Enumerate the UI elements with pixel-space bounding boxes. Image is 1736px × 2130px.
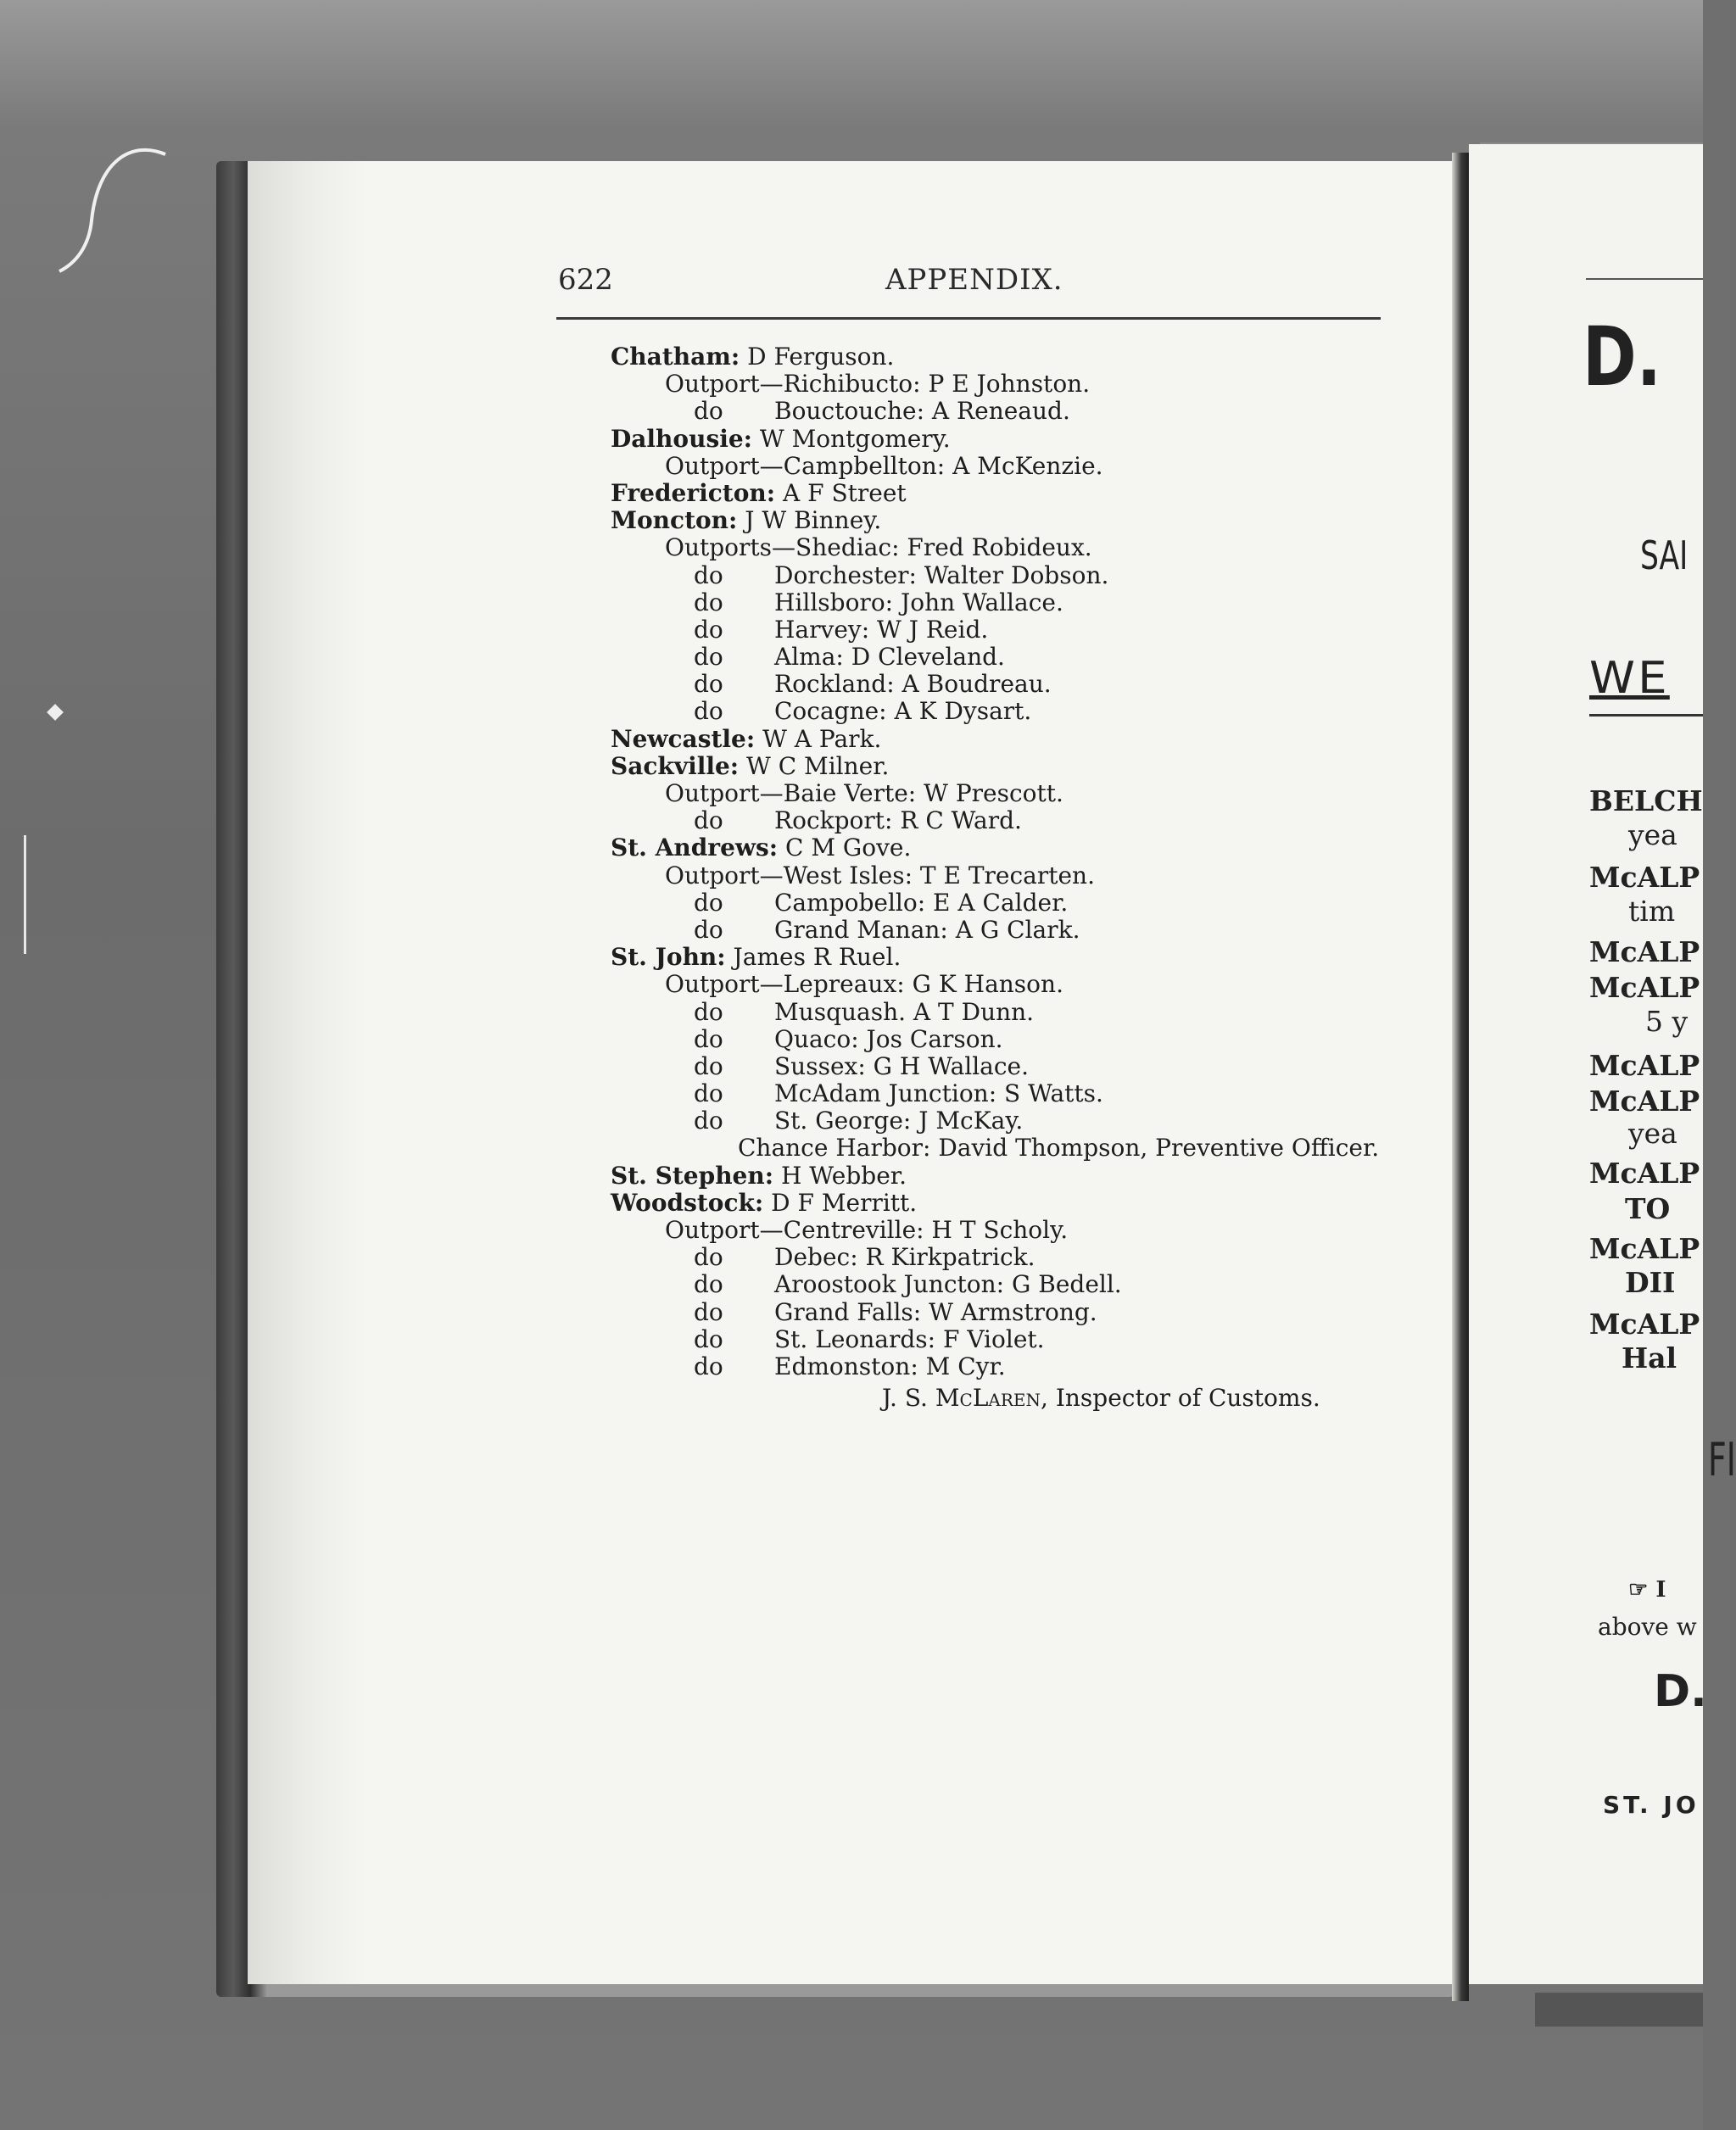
- list-item: [611, 1107, 1425, 1135]
- list-item: [611, 589, 1425, 616]
- right-page-fragment-st-jo: ST. JO: [1603, 1791, 1700, 1819]
- officer-name: W J Reid.: [869, 615, 989, 644]
- right-page-line: 5 y: [1645, 1005, 1689, 1038]
- outport-prefix: Outport—: [665, 970, 784, 999]
- officer-name: G H Wallace.: [865, 1051, 1030, 1080]
- list-item: [611, 780, 1425, 807]
- list-item: [611, 807, 1425, 834]
- right-page-line: McALP: [1589, 935, 1700, 968]
- list-item: [611, 1353, 1425, 1380]
- right-page-line: TO: [1625, 1192, 1671, 1225]
- ditto-mark: do: [694, 643, 723, 672]
- ditto-mark: do: [694, 1352, 723, 1380]
- ditto-mark: do: [694, 1079, 723, 1108]
- outport-name: Dorchester:: [774, 560, 917, 589]
- list-item: [611, 1163, 1425, 1190]
- ditto-mark: do: [694, 560, 723, 589]
- outport-name: Bouctouche:: [774, 397, 925, 426]
- officer-name: R C Ward.: [892, 806, 1022, 835]
- officer-name: Fred Robideux.: [899, 533, 1092, 562]
- officer-name: A T Dunn.: [906, 997, 1035, 1026]
- outport-name: St. Leonards:: [774, 1324, 936, 1353]
- list-item: [611, 616, 1425, 644]
- officer-name: W Prescott.: [916, 779, 1063, 807]
- outport-prefix: Outport—: [665, 370, 784, 399]
- officer-name: P E Johnston.: [920, 370, 1091, 399]
- ditto-mark: do: [694, 997, 723, 1026]
- port-of-entry: Sackville:: [611, 751, 740, 780]
- list-item: [611, 999, 1425, 1026]
- list-item: [611, 1326, 1425, 1353]
- signature-initials: J. S.: [882, 1384, 935, 1412]
- outport-name: Shediac:: [795, 533, 900, 562]
- outport-name: Rockland:: [774, 670, 895, 699]
- list-item: [611, 1080, 1425, 1107]
- list-item: [611, 398, 1425, 425]
- list-item: [611, 343, 1425, 371]
- outport-name: West Isles:: [783, 861, 913, 889]
- officer-name: A K Dysart.: [886, 697, 1032, 726]
- officer-name: A Boudreau.: [894, 670, 1052, 699]
- scan-scratch: [24, 835, 26, 954]
- outport-name: Sussex:: [774, 1051, 866, 1080]
- right-page-fragment-above: above w: [1598, 1613, 1697, 1641]
- outport-name: Aroostook Juncton:: [774, 1270, 1005, 1299]
- outport-name: Hillsboro:: [774, 588, 894, 616]
- right-page-line: DII: [1625, 1266, 1676, 1299]
- outport-name: Grand Manan:: [774, 915, 948, 944]
- ditto-mark: do: [694, 697, 723, 726]
- officer-name: J McKay.: [911, 1107, 1024, 1135]
- list-item: [611, 426, 1425, 453]
- list-item: [611, 671, 1425, 698]
- outport-name: Alma:: [774, 643, 844, 672]
- ditto-mark: do: [694, 1024, 723, 1053]
- right-page-line: yea: [1628, 1117, 1677, 1150]
- outport-name: Musquash.: [774, 997, 907, 1026]
- list-item: [611, 562, 1425, 589]
- list-item: [611, 1217, 1425, 1244]
- officer-name: J W Binney.: [737, 506, 882, 535]
- right-page-subheading-fragment: WE: [1589, 653, 1670, 704]
- right-page-big-letter: D.: [1582, 309, 1661, 404]
- officer-name: David Thompson, Preventive Officer.: [930, 1134, 1380, 1163]
- right-page-line: McALP: [1589, 1085, 1700, 1118]
- book-gutter: [1452, 153, 1469, 2001]
- officer-name: C M Gove.: [778, 834, 912, 862]
- ditto-mark: do: [694, 1107, 723, 1135]
- ditto-mark: do: [694, 1270, 723, 1299]
- port-of-entry: Fredericton:: [611, 478, 776, 507]
- officer-name: A McKenzie.: [945, 451, 1103, 480]
- outport-prefix: Outport—: [665, 861, 784, 889]
- officer-name: W Montgomery.: [752, 424, 951, 453]
- right-page-line: McALP: [1589, 1232, 1700, 1265]
- officer-name: S Watts.: [996, 1079, 1103, 1108]
- list-item: [611, 371, 1425, 398]
- right-page-line: BELCH: [1589, 784, 1703, 817]
- ditto-mark: do: [694, 588, 723, 616]
- outport-prefix: Outport—: [665, 1216, 784, 1244]
- officer-name: A F Street: [775, 478, 907, 507]
- list-item: [611, 1190, 1425, 1217]
- list-item: [611, 944, 1425, 971]
- ditto-mark: do: [694, 915, 723, 944]
- list-item: [611, 726, 1425, 753]
- ditto-mark: do: [694, 888, 723, 917]
- officer-name: R Kirkpatrick.: [857, 1243, 1035, 1272]
- outport-prefix: Outports—: [665, 533, 796, 562]
- list-item: [611, 1053, 1425, 1080]
- right-page-fragment-fi: FI: [1708, 1433, 1736, 1486]
- list-item: [611, 507, 1425, 534]
- right-page-fragment-d: D.: [1654, 1666, 1707, 1717]
- list-item: [611, 1244, 1425, 1271]
- port-of-entry: St. Stephen:: [611, 1161, 774, 1190]
- right-page-subheading-rule: [1589, 714, 1703, 717]
- officer-name: D Cleveland.: [843, 643, 1005, 672]
- port-of-entry: Dalhousie:: [611, 424, 753, 453]
- outport-name: Campbellton:: [783, 451, 946, 480]
- outport-name: St. George:: [774, 1107, 912, 1135]
- page-number: 622: [558, 263, 613, 297]
- running-head: APPENDIX.: [885, 263, 1063, 297]
- outport-name: Quaco:: [774, 1024, 859, 1053]
- outport-name: Grand Falls:: [774, 1297, 922, 1326]
- port-of-entry: Newcastle:: [611, 724, 756, 753]
- ditto-mark: do: [694, 670, 723, 699]
- list-item: [611, 644, 1425, 671]
- right-page-line: McALP: [1589, 861, 1700, 894]
- officer-name: H Webber.: [773, 1161, 907, 1190]
- list-item: [611, 453, 1425, 480]
- officer-name: John Wallace.: [893, 588, 1063, 616]
- signature-surname: McLaren: [935, 1384, 1041, 1412]
- officer-name: H T Scholy.: [924, 1216, 1069, 1244]
- officer-name: James R Ruel.: [725, 943, 901, 972]
- port-of-entry: St. Andrews:: [611, 834, 779, 862]
- ditto-mark: do: [694, 1324, 723, 1353]
- list-item: [611, 1271, 1425, 1298]
- right-page-rule: [1586, 278, 1703, 280]
- officer-name: D F Merritt.: [763, 1188, 918, 1217]
- ditto-mark: do: [694, 615, 723, 644]
- outport-prefix: Outport—: [665, 451, 784, 480]
- list-item: [611, 1026, 1425, 1053]
- list-item: [611, 698, 1425, 725]
- signature-line: [882, 1384, 1320, 1412]
- officer-name: E A Calder.: [925, 888, 1069, 917]
- right-page-line: McALP: [1589, 1157, 1700, 1190]
- outport-name: Centreville:: [783, 1216, 924, 1244]
- list-item: [611, 917, 1425, 944]
- list-item: [611, 1299, 1425, 1326]
- left-page-shading: [248, 161, 366, 1984]
- outport-name: Richibucto:: [783, 370, 921, 399]
- ditto-mark: do: [694, 397, 723, 426]
- outport-prefix: Outport—: [665, 779, 784, 807]
- right-page-line: McALP: [1589, 1308, 1700, 1341]
- outport-name: Campobello:: [774, 888, 926, 917]
- right-page-line: McALP: [1589, 971, 1700, 1004]
- list-item: [611, 971, 1425, 998]
- outport-name: Rockport:: [774, 806, 893, 835]
- officer-name: F Violet.: [935, 1324, 1045, 1353]
- officer-name: D Ferguson.: [740, 343, 895, 371]
- list-item: [611, 1135, 1425, 1162]
- list-item: [611, 480, 1425, 507]
- ditto-mark: do: [694, 1051, 723, 1080]
- outport-name: Harvey:: [774, 615, 870, 644]
- outport-name: Edmonston:: [774, 1352, 918, 1380]
- outport-name: Lepreaux:: [783, 970, 905, 999]
- station-name: Chance Harbor:: [738, 1134, 931, 1163]
- right-page-line: yea: [1628, 818, 1677, 851]
- customs-officer-list: [611, 343, 1425, 1380]
- right-page-hand-pointer: ☞ I: [1628, 1577, 1666, 1603]
- list-item: [611, 862, 1425, 889]
- officer-name: W Armstrong.: [921, 1297, 1097, 1326]
- list-item: [611, 834, 1425, 861]
- officer-name: T E Trecarten.: [913, 861, 1095, 889]
- port-of-entry: Woodstock:: [611, 1188, 764, 1217]
- officer-name: W C Milner.: [739, 751, 890, 780]
- outport-name: Baie Verte:: [783, 779, 917, 807]
- list-item: [611, 753, 1425, 780]
- right-page-line: Hal: [1622, 1341, 1677, 1374]
- ditto-mark: do: [694, 1243, 723, 1272]
- officer-name: G K Hanson.: [904, 970, 1063, 999]
- officer-name: M Cyr.: [918, 1352, 1006, 1380]
- ditto-mark: do: [694, 1297, 723, 1326]
- header-rule: [556, 317, 1381, 320]
- bottom-strip: [1535, 1993, 1703, 2027]
- officer-name: W A Park.: [755, 724, 882, 753]
- outport-name: McAdam Junction:: [774, 1079, 997, 1108]
- hair-mark-artifact: [51, 144, 170, 288]
- port-of-entry: Chatham:: [611, 343, 740, 371]
- list-item: [611, 534, 1425, 561]
- port-of-entry: Moncton:: [611, 506, 738, 535]
- ditto-mark: do: [694, 806, 723, 835]
- signature-title: , Inspector of Customs.: [1041, 1384, 1320, 1412]
- outport-name: Debec:: [774, 1243, 858, 1272]
- officer-name: A Reneaud.: [924, 397, 1070, 426]
- list-item: [611, 889, 1425, 917]
- officer-name: Walter Dobson.: [917, 560, 1109, 589]
- port-of-entry: St. John:: [611, 943, 726, 972]
- right-page-heading-fragment: SAI: [1640, 532, 1689, 578]
- officer-name: G Bedell.: [1004, 1270, 1122, 1299]
- right-page-line: tim: [1628, 895, 1676, 928]
- outport-name: Cocagne:: [774, 697, 887, 726]
- right-page-line: McALP: [1589, 1049, 1700, 1082]
- officer-name: Jos Carson.: [858, 1024, 1003, 1053]
- officer-name: A G Clark.: [947, 915, 1080, 944]
